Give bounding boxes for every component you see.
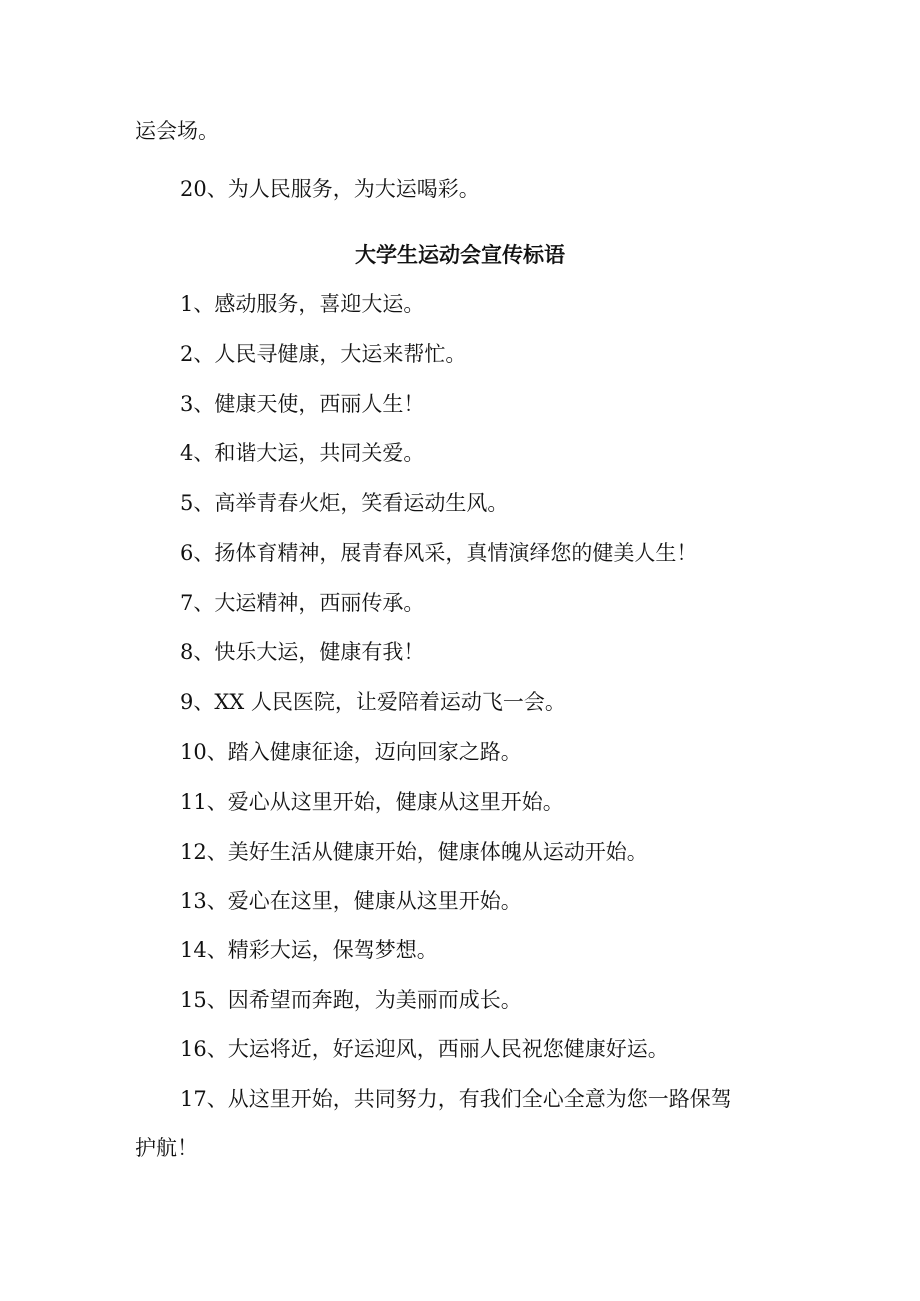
slogan-item: 4、和谐大运，共同关爱。 (180, 441, 425, 465)
slogan-item-17-continuation: 护航！ (135, 1136, 198, 1160)
slogan-item: 15、因希望而奔跑，为美丽而成长。 (180, 988, 522, 1012)
continuation-text: 运会场。 (135, 119, 219, 143)
slogan-item: 7、大运精神，西丽传承。 (180, 591, 425, 615)
slogan-item: 6、扬体育精神，展青春风采，真情演绎您的健美人生！ (180, 541, 698, 565)
slogan-item: 14、精彩大运，保驾梦想。 (180, 938, 438, 962)
slogan-item: 11、爱心从这里开始，健康从这里开始。 (180, 790, 564, 814)
slogan-item: 1、感动服务，喜迎大运。 (180, 292, 425, 316)
slogan-item: 5、高举青春火炬，笑看运动生风。 (180, 491, 509, 515)
section-title: 大学生运动会宣传标语 (355, 243, 565, 267)
slogan-item: 13、爱心在这里，健康从这里开始。 (180, 889, 522, 913)
slogan-item-20: 20、为人民服务，为大运喝彩。 (180, 177, 480, 201)
slogan-item: 10、踏入健康征途，迈向回家之路。 (180, 740, 522, 764)
slogan-item: 12、美好生活从健康开始，健康体魄从运动开始。 (180, 840, 648, 864)
slogan-item: 17、从这里开始，共同努力，有我们全心全意为您一路保驾 (180, 1087, 732, 1111)
slogan-item: 16、大运将近，好运迎风，西丽人民祝您健康好运。 (180, 1037, 669, 1061)
slogan-item: 8、快乐大运，健康有我！ (180, 640, 425, 664)
slogan-item: 9、XX 人民医院，让爱陪着运动飞一会。 (180, 690, 566, 714)
slogan-item: 3、健康天使，西丽人生！ (180, 392, 425, 416)
slogan-item: 2、人民寻健康，大运来帮忙。 (180, 342, 467, 366)
